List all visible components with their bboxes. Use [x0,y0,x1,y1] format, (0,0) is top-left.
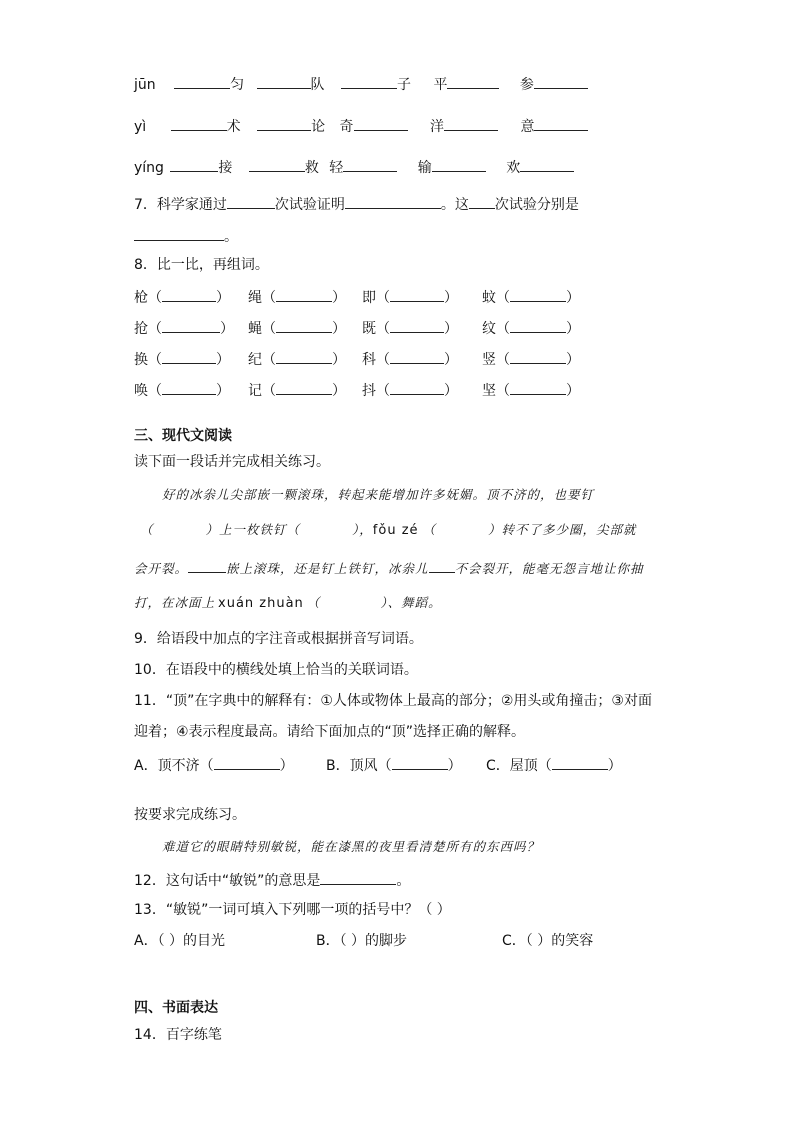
section-4-title: 四、书面表达 [134,1000,218,1016]
question-11-line1: 11．“顶”在字典中的解释有：①人体或物体上最高的部分；②用头或角撞击；③对面 [134,693,652,709]
section-3-intro: 读下面一段话并完成相关练习。 [134,454,330,470]
question-11-options: A．顶不济（ ） B．顶风（ ） C．屋顶（ ） [134,755,622,775]
passage-line-4: 打，在冰面上 xuán zhuàn （ ）、舞蹈。 [134,595,442,611]
passage-line-3: 会开裂。 嵌上滚珠，还是钉上铁钉，冰尜儿 不会裂开，能毫无怨言地让你抽 [134,558,644,578]
section-3-title: 三、现代文阅读 [134,428,232,444]
pinyin-row-jun: jūn 匀 队 子 平 参 [134,74,588,94]
pinyin-row-yi: yì 术 论 奇 洋 意 [134,116,588,136]
q8-row: 枪（ ） 绳（ ） 即（ ） 蚊（ ） [134,287,580,307]
q8-row: 换（ ） 纪（ ） 科（ ） 竖（ ） [134,349,580,369]
answer-blank[interactable] [469,194,495,209]
question-8-title: 8．比一比，再组词。 [134,257,269,273]
answer-blank[interactable] [134,226,224,241]
question-7: 7．科学家通过 次试验证明 。这 次试验分别是 [134,194,579,214]
question-10: 10．在语段中的横线处填上恰当的关联词语。 [134,662,418,678]
question-7-line2: 。 [134,226,238,246]
pinyin-row-ying: yíng 接 救 轻 输 欢 [134,157,574,177]
passage-line-2: （ ）上一枚铁钉（ ），fǒu zé （ ）转不了多少圈，尖部就 [140,522,637,538]
task-title: 按要求完成练习。 [134,807,246,823]
question-13-stem: 13．“敏锐”一词可填入下列哪一项的括号中？（ ） [134,902,451,918]
question-13-options: A．（ ）的目光 B．（ ）的脚步 C．（ ）的笑容 [134,933,594,949]
question-9: 9．给语段中加点的字注音或根据拼音写词语。 [134,631,423,647]
q8-row: 抢（ ） 蝇（ ） 既（ ） 纹（ ） [134,318,580,338]
answer-blank[interactable] [345,194,441,209]
answer-blank[interactable] [227,194,275,209]
question-11-line2: 迎着；④表示程度最高。请给下面加点的“顶”选择正确的解释。 [134,724,526,740]
task-sentence: 难道它的眼睛特别敏锐，能在漆黑的夜里看清楚所有的东西吗？ [162,839,541,854]
passage-line-1: 好的冰尜儿尖部嵌一颗滚珠，转起来能增加许多妩媚。顶不济的，也要钉 [162,487,595,502]
question-12: 12．这句话中“敏锐”的意思是 。 [134,870,410,890]
question-14: 14．百字练笔 [134,1027,222,1043]
q8-row: 唤（ ） 记（ ） 抖（ ） 坚（ ） [134,380,580,400]
